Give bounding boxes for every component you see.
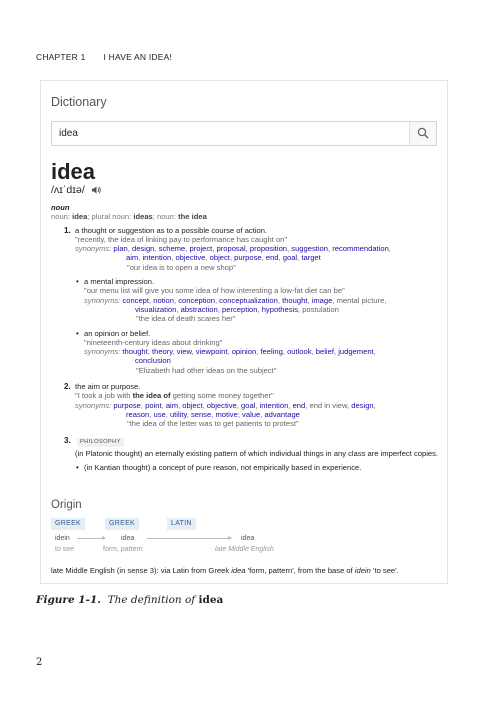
definition: (in Kantian thought) a concept of pure reason, not empirically based in experience. — [84, 462, 362, 472]
definition: the aim or purpose. — [75, 382, 141, 392]
search-button[interactable] — [409, 122, 436, 145]
sense-2 — [51, 382, 439, 428]
synonym-example: "Elizabeth had other ideas on the subject" — [136, 365, 277, 375]
language-tag: LATIN — [167, 518, 196, 530]
pronunciation: /ʌɪˈdɪə/ — [51, 184, 85, 196]
origin-heading: Origin — [51, 499, 82, 511]
origin-text: late Middle English (in sense 3): via Latin from Greek idea 'form, pattern', from the base of idein 'to see'. — [51, 566, 399, 575]
caption-text: The definition of — [107, 594, 199, 606]
synonyms: synonyms: concept, notion, conception, conceptualization, thought, image, mental picture, visualization, abstraction, perception, hypothesis, postulation — [84, 295, 387, 314]
chapter-title: I HAVE AN IDEA! — [103, 52, 173, 62]
subsense: • (in Kantian thought) a concept of pure reason, not empirically based in experience. — [51, 463, 439, 472]
origin-word: idein — [55, 535, 70, 542]
synonyms: synonyms: plan, design, scheme, project, proposal, proposition, suggestion, recommendation, aim, intention, objective, object, purpose, end, goal, target — [75, 244, 391, 263]
pronunciation-row — [51, 184, 102, 196]
sense-number: 2. — [64, 382, 71, 392]
example: "our menu list will give you some idea of how interesting a low-fat diet can be" — [84, 286, 345, 296]
sense-number: 3. — [64, 435, 71, 445]
word-forms: noun: idea; plural noun: ideas; noun: the idea — [51, 212, 207, 222]
language-tag: GREEK — [105, 518, 139, 530]
origin-arrow — [77, 538, 105, 539]
chapter-label: CHAPTER 1 — [36, 52, 86, 62]
part-of-speech: noun — [51, 203, 70, 212]
speaker-icon[interactable] — [91, 185, 102, 195]
example: "recently, the idea of linking pay to performance has caught on" — [75, 234, 288, 244]
figure-caption — [36, 594, 223, 606]
headword: idea — [51, 159, 96, 184]
definition: (in Platonic thought) an eternally existing pattern of which individual things in any class are imperfect copies. — [75, 448, 439, 458]
synonym-example: "our idea is to open a new shop" — [127, 262, 236, 272]
dictionary-heading: Dictionary — [51, 95, 107, 109]
search-box[interactable] — [51, 121, 437, 146]
definition: a thought or suggestion as to a possible course of action. — [75, 225, 268, 235]
example: "nineteenth-century ideas about drinking" — [84, 337, 223, 347]
subsense: • an opinion or belief. "nineteenth-century ideas about drinking" synonyms: thought, theory, view, viewpoint, opinion, feeling, outlook, belief, judgement, conclusion "Elizabeth had other ideas on the subject" — [51, 329, 439, 375]
sense-number: 1. — [64, 225, 71, 235]
running-header — [36, 52, 172, 62]
definition-entry — [51, 203, 439, 472]
definition: an opinion or belief. — [84, 328, 151, 338]
caption-keyword: idea — [198, 594, 224, 606]
dictionary-screenshot — [40, 80, 448, 584]
example: "I took a job with the idea of getting some money together" — [75, 391, 274, 401]
origin-gloss: late Middle English — [215, 546, 274, 553]
synonym-example: "the idea of death scares her" — [136, 314, 236, 324]
origin-gloss: to see — [55, 546, 75, 553]
synonym-example: "the idea of the letter was to get patients to protest" — [127, 419, 299, 429]
origin-gloss: form, pattern — [103, 546, 143, 553]
search-icon — [417, 127, 429, 139]
page-number: 2 — [36, 657, 43, 668]
subsense: • a mental impression. "our menu list will give you some idea of how interesting a low-fat diet can be" synonyms: concept, notion, conception, conceptualization, thought, image, mental picture, visualization, abstraction, perception, hypothesis, postulation "the idea of death scares her" — [51, 277, 439, 323]
definition: a mental impression. — [84, 277, 155, 287]
search-input[interactable]: idea — [59, 128, 78, 139]
caption-label: Figure 1-1. — [36, 594, 101, 606]
synonyms: synonyms: purpose, point, aim, object, objective, goal, intention, end, end in view, design, reason, use, utility, sense, motive; value, advantage — [75, 400, 376, 419]
origin-word: idea — [241, 535, 255, 542]
sense-3 — [51, 436, 439, 458]
origin-arrow — [147, 538, 231, 539]
language-tag: GREEK — [51, 518, 85, 530]
sense-1 — [51, 226, 439, 272]
synonyms: synonyms: thought, theory, view, viewpoint, opinion, feeling, outlook, belief, judgement, conclusion — [84, 347, 376, 366]
origin-word: idea — [121, 535, 135, 542]
subject-tag: PHILOSOPHY — [77, 438, 124, 447]
